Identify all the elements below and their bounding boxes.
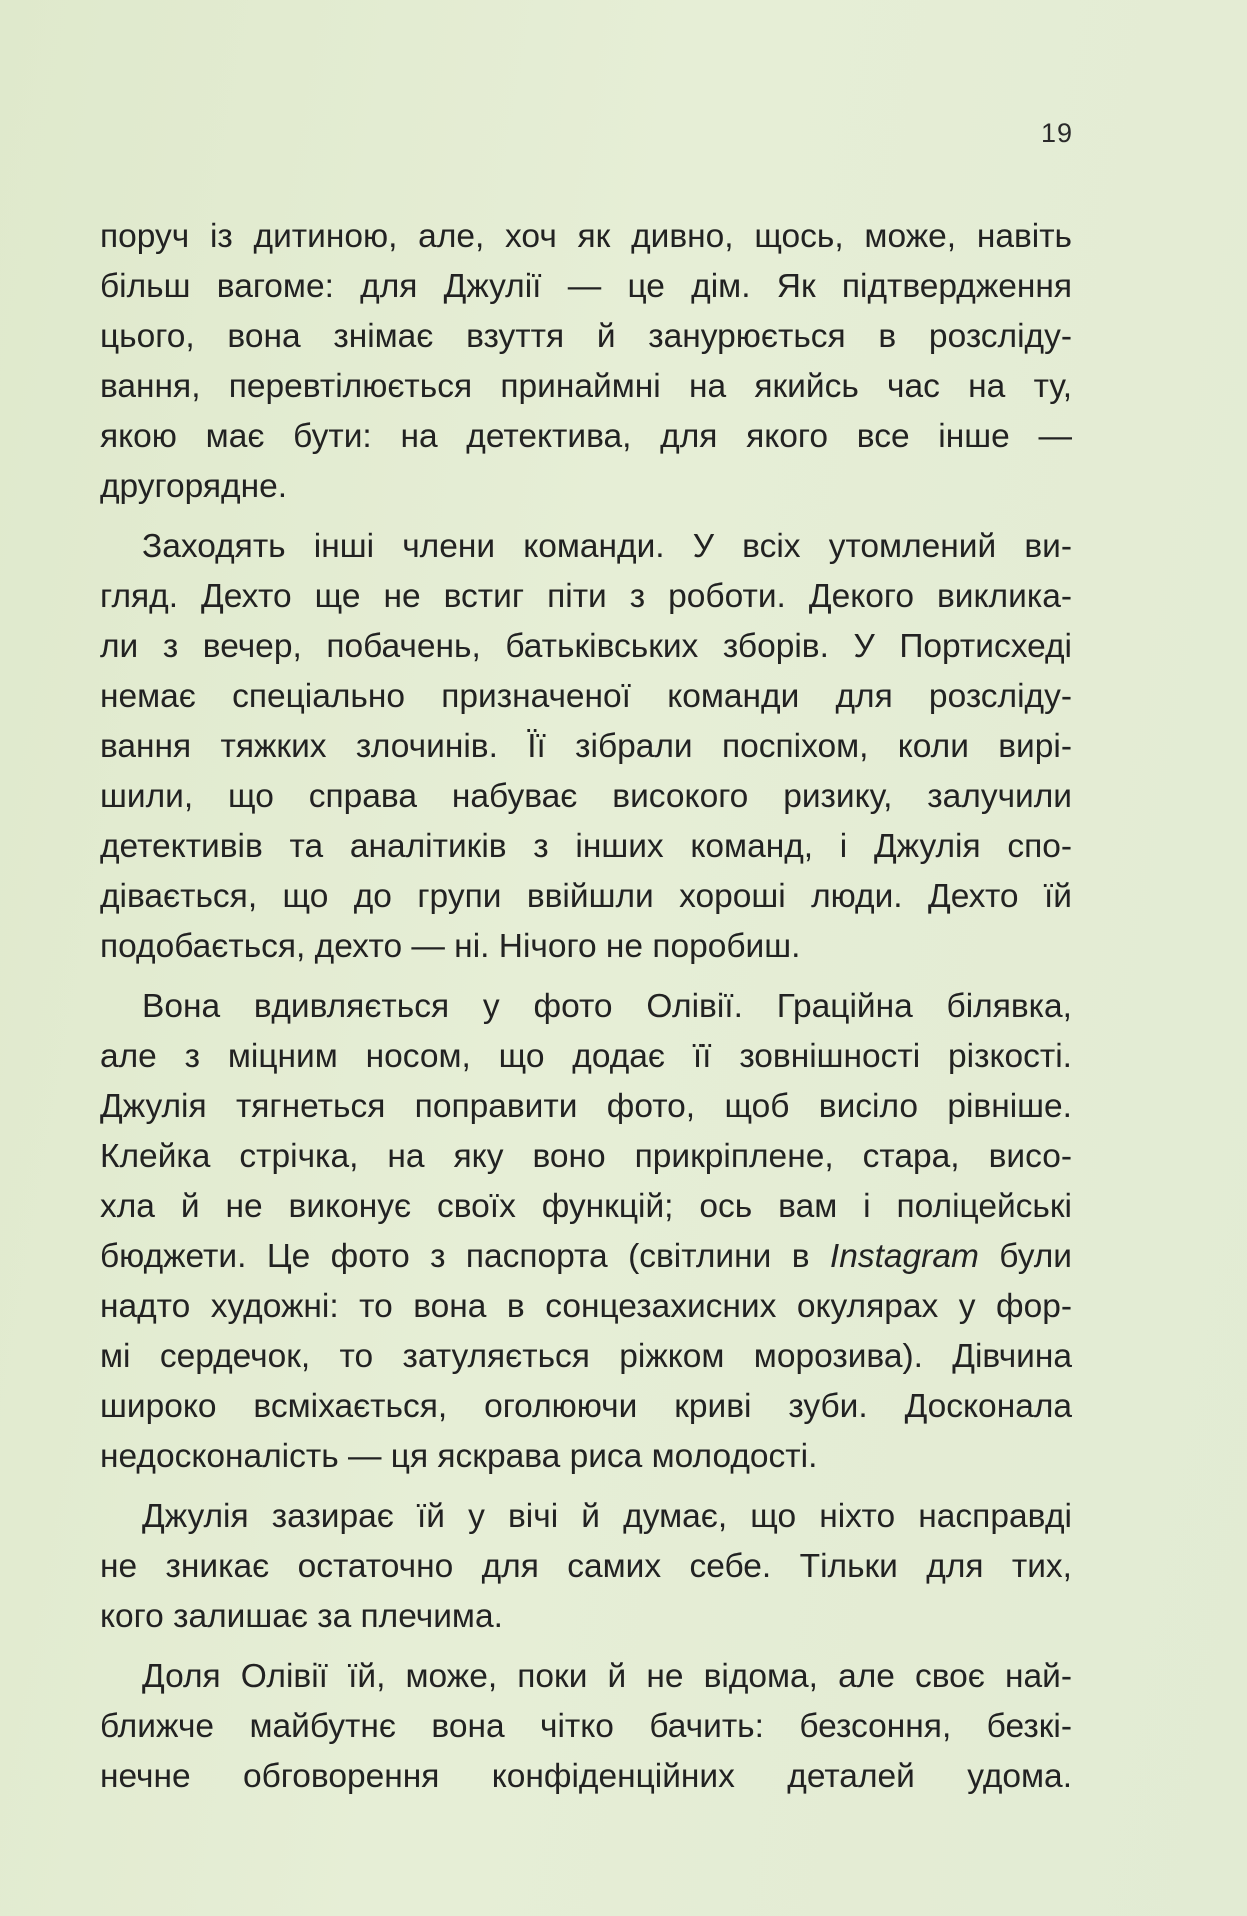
text-line: якою має бути: на детектива, для якого все інше — <box>100 418 1072 455</box>
text-line: ли з вечер, побачень, батьківських зборів. У Портисхеді <box>100 628 1072 665</box>
text-line: ближче майбутнє вона чітко бачить: безсоння, безкі- <box>100 1708 1072 1745</box>
text-line: другорядне. <box>100 468 288 505</box>
text-line: Джулія тягнеться поправити фото, щоб висіло рівніше. <box>100 1088 1072 1125</box>
text-line: Джулія зазирає їй у вічі й думає, що ніхто насправді <box>142 1498 1072 1535</box>
text-line: вання, перевтілюється принаймні на якийсь час на ту, <box>100 368 1072 405</box>
text-line: не зникає остаточно для самих себе. Тільки для тих, <box>100 1548 1072 1585</box>
text-line: більш вагоме: для Джулії — це дім. Як підтвердження <box>100 268 1072 305</box>
text-line: дівається, що до групи ввійшли хороші люди. Дехто їй <box>100 878 1072 915</box>
text-line: хла й не виконує своїх функцій; ось вам і поліцейські <box>100 1188 1072 1225</box>
text-line: мі сердечок, то затуляється ріжком морозива). Дівчина <box>100 1338 1072 1375</box>
text-line: шили, що справа набуває високого ризику, залучили <box>100 778 1072 815</box>
text-line: Заходять інші члени команди. У всіх утомлений ви- <box>142 528 1072 565</box>
text-line: нечне обговорення конфіденційних деталей удома. <box>100 1758 1072 1795</box>
text-line: немає спеціально призначеної команди для розсліду- <box>100 678 1072 715</box>
text-line: подобається, дехто — ні. Нічого не поробиш. <box>100 928 801 965</box>
text-line: широко всміхається, оголюючи криві зуби. Досконала <box>100 1388 1072 1425</box>
paragraph-1 <box>100 212 1072 512</box>
page-number: 19 <box>1040 118 1073 148</box>
text-line: гляд. Дехто ще не встиг піти з роботи. Декого виклика- <box>100 578 1072 615</box>
body-text <box>100 212 1072 1802</box>
text-line: недосконалість — ця яскрава риса молодості. <box>100 1438 818 1475</box>
text-line: але з міцним носом, що додає її зовнішності різкості. <box>100 1038 1072 1075</box>
text-line-with-italic <box>100 1232 1072 1282</box>
text-line: поруч із дитиною, але, хоч як дивно, щось, може, навіть <box>100 218 1072 255</box>
text-line: кого залишає за плечима. <box>100 1598 503 1635</box>
text-line: вання тяжких злочинів. Її зібрали поспіхом, коли вирі- <box>100 728 1072 765</box>
paragraph-3 <box>100 982 1072 1482</box>
italic-word: Instagram <box>829 1238 979 1275</box>
paragraph-4 <box>100 1492 1072 1642</box>
paragraph-2 <box>100 522 1072 972</box>
text-line: цього, вона знімає взуття й занурюється в розсліду- <box>100 318 1072 355</box>
text-line: надто художні: то вона в сонцезахисних окулярах у фор- <box>100 1288 1072 1325</box>
paragraph-5 <box>100 1652 1072 1802</box>
text-line: Клейка стрічка, на яку воно прикріплене, стара, висо- <box>100 1138 1072 1175</box>
text-fragment: були <box>978 1238 1072 1275</box>
text-line: Вона вдивляється у фото Олівії. Граційна білявка, <box>142 988 1072 1025</box>
text-line: Доля Олівії їй, може, поки й не відома, але своє най- <box>142 1658 1072 1695</box>
text-fragment: бюджети. Це фото з паспорта (світлини в <box>100 1238 830 1275</box>
text-line: детективів та аналітиків з інших команд, і Джулія спо- <box>100 828 1072 865</box>
